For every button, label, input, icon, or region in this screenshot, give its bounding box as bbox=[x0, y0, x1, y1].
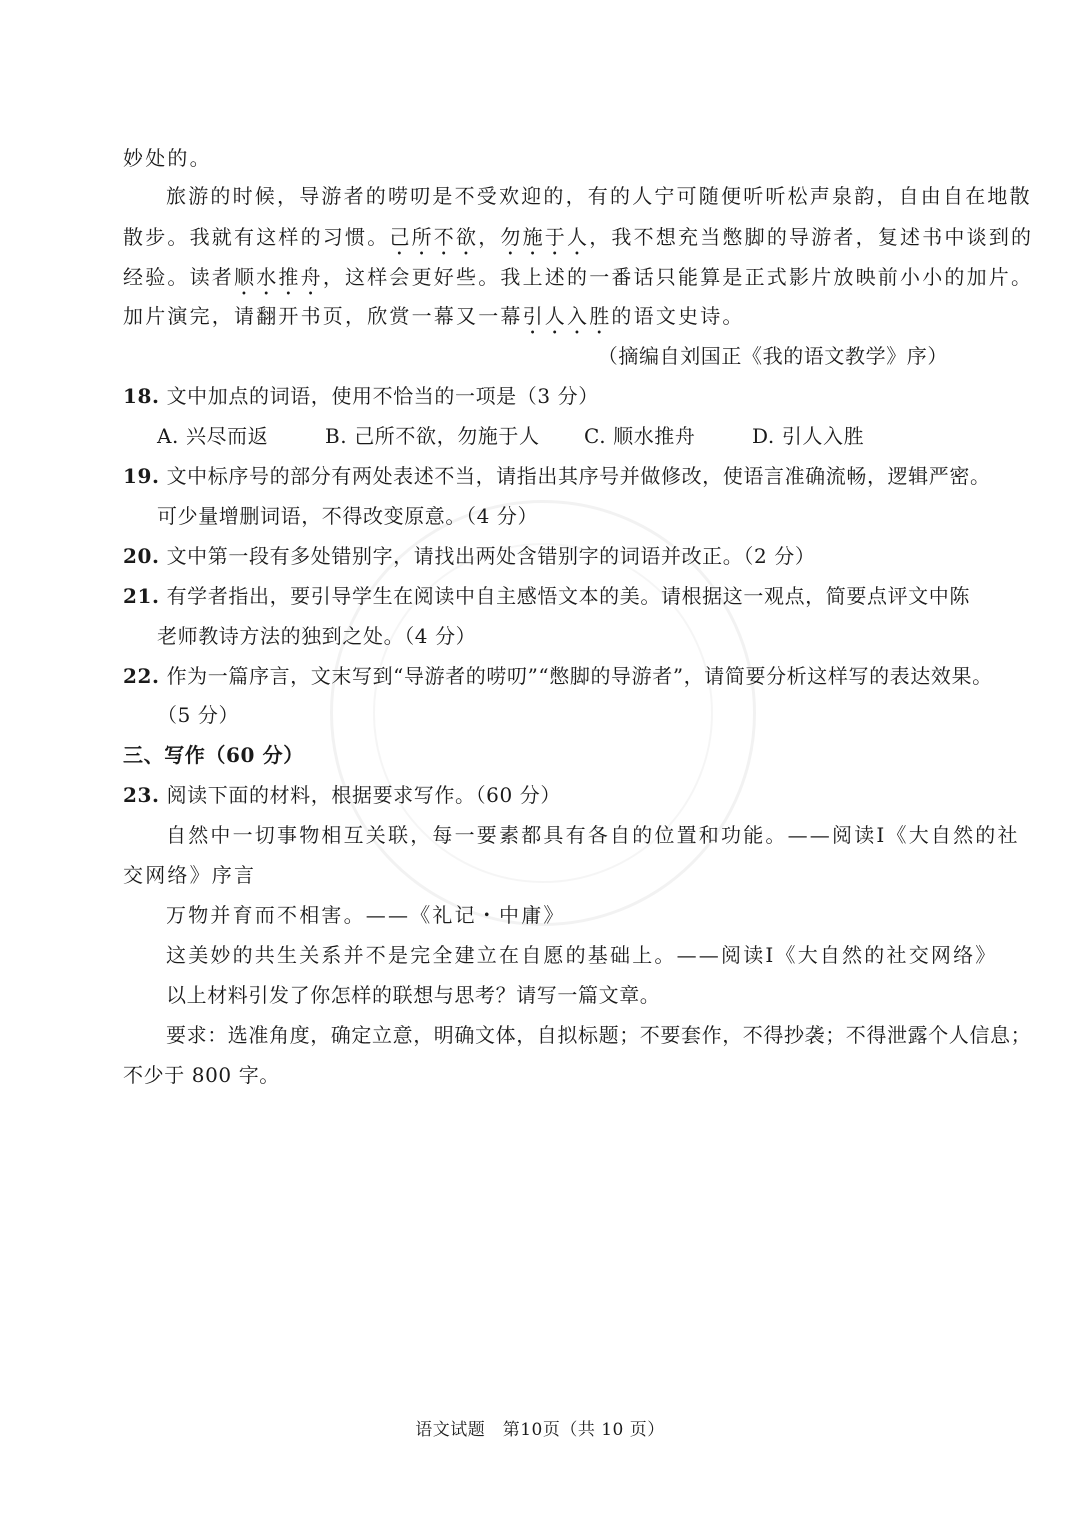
passage-line-2 bbox=[123, 224, 1033, 260]
dotted-phrase-d: 引人入胜 bbox=[522, 304, 612, 328]
passage-line-0: 妙处的。 bbox=[123, 146, 212, 170]
question-number: 23. bbox=[123, 783, 160, 807]
question-text: 文中标序号的部分有两处表述不当，请指出其序号并做修改，使语言准确流畅，逻辑严密。 bbox=[166, 464, 991, 488]
material-1: 自然中一切事物相互关联，每一要素都具有各自的位置和功能。——阅读Ⅰ《大自然的社 bbox=[166, 823, 1020, 847]
question-number: 18. bbox=[123, 384, 160, 408]
question-21-cont: 老师教诗方法的独到之处。（4 分） bbox=[157, 624, 477, 648]
material-3: 这美妙的共生关系并不是完全建立在自愿的基础上。——阅读Ⅰ《大自然的社交网络》 bbox=[166, 943, 998, 967]
question-text: 文中第一段有多处错别字，请找出两处含错别字的词语并改正。（2 分） bbox=[166, 544, 816, 568]
question-number: 22. bbox=[123, 664, 160, 688]
passage-line-1: 旅游的时候，导游者的唠叨是不受欢迎的，有的人宁可随便听听松声泉韵，自由自在地散 bbox=[166, 184, 1032, 208]
question-20 bbox=[123, 543, 815, 569]
passage-source: （摘编自刘国正《我的语文教学》序） bbox=[597, 344, 948, 368]
question-text: 阅读下面的材料，根据要求写作。（60 分） bbox=[166, 783, 561, 807]
option-d: D. 引人入胜 bbox=[752, 424, 865, 448]
passage-text: 的语文史诗。 bbox=[611, 304, 745, 328]
passage-line-3 bbox=[123, 264, 1033, 300]
question-number: 19. bbox=[123, 464, 160, 488]
dotted-phrase-c: 顺水推舟 bbox=[234, 265, 323, 289]
writing-requirements: 要求：选准角度，确定立意，明确文体，自拟标题；不要套作，不得抄袭；不得泄露个人信息； bbox=[166, 1023, 1032, 1047]
passage-text: ，我不想充当憋脚的导游者，复述书中谈到的 bbox=[589, 225, 1034, 249]
question-text: 作为一篇序言，文末写到“导游者的唠叨”“憋脚的导游者”，请简要分析这样写的表达效果。 bbox=[166, 664, 993, 688]
question-22 bbox=[123, 663, 993, 689]
writing-prompt: 以上材料引发了你怎样的联想与思考？请写一篇文章。 bbox=[166, 983, 661, 1007]
question-18 bbox=[123, 383, 599, 409]
passage-text: ，这样会更好些。我上述的一番话只能算是正式影片放映前小小的加片。 bbox=[322, 265, 1034, 289]
material-2: 万物并育而不相害。——《礼记・中庸》 bbox=[166, 903, 566, 927]
writing-requirements-cont: 不少于 800 字。 bbox=[123, 1063, 280, 1087]
question-number: 21. bbox=[123, 584, 160, 608]
dotted-phrase-b: 己所不欲，勿施于人 bbox=[389, 225, 590, 249]
question-19 bbox=[123, 463, 991, 489]
passage-text: 经验。读者 bbox=[123, 265, 234, 289]
option-a: A. 兴尽而返 bbox=[157, 424, 269, 448]
option-b: B. 己所不欲，勿施于人 bbox=[325, 424, 540, 448]
question-23 bbox=[123, 782, 561, 808]
passage-text: 散步。我就有这样的习惯。 bbox=[123, 225, 390, 249]
question-text: 文中加点的词语，使用不恰当的一项是（3 分） bbox=[166, 384, 599, 408]
question-21 bbox=[123, 583, 970, 609]
question-19-cont: 可少量增删词语，不得改变原意。（4 分） bbox=[157, 504, 539, 528]
page-footer: 语文试题 第10页（共 10 页） bbox=[415, 1420, 665, 1440]
material-1-cont: 交网络》序言 bbox=[123, 863, 257, 887]
question-22-cont: （5 分） bbox=[157, 703, 240, 727]
option-c: C. 顺水推舟 bbox=[584, 424, 696, 448]
passage-line-4 bbox=[123, 303, 745, 339]
passage-text: 加片演完，请翻开书页，欣赏一幕又一幕 bbox=[123, 304, 523, 328]
section-heading: 三、写作（60 分） bbox=[123, 743, 304, 767]
question-text: 有学者指出，要引导学生在阅读中自主感悟文本的美。请根据这一观点，简要点评文中陈 bbox=[166, 584, 970, 608]
question-number: 20. bbox=[123, 544, 160, 568]
